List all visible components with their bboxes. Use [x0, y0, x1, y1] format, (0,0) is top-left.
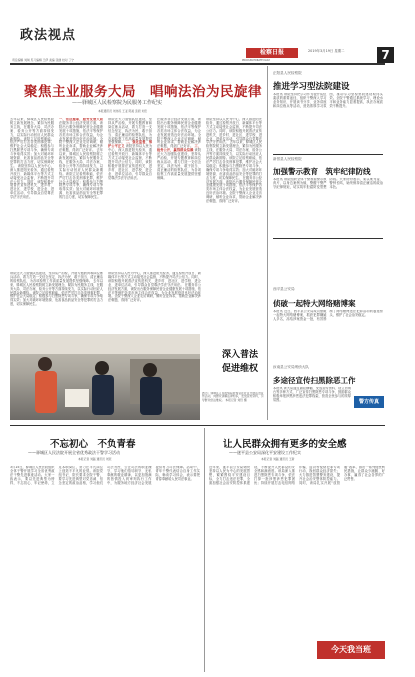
photo-caption — [202, 392, 264, 418]
lead-para-b4: 该院坚持以人民为中心，深入推进阳光检务，通过检察开放日、新媒体平台等方式主动接受社会监督，不断提升司法公信力。同时，该院积极开展普法宣传进机关、进乡村、进社区、进学校、进企业、进单位活动，引导群众自觉尊法学法守法用法。 — [108, 272, 201, 287]
right-a-title: 推进学习型法院建设 — [273, 82, 350, 92]
date-line: 2019年3月19日 星期二 — [308, 49, 345, 53]
lead-para-b3: 该院坚持以人民为中心，深入推进阳光检务，通过检察开放日、新媒体平台等方式主动接受社会监督，不断提升司法公信力。同时，该院积极开展普法宣传进机关、进乡村、进社区、进学校、进企业、进单位活动，引导群众自觉尊法学法守法用法。 — [206, 118, 262, 145]
mid-rule — [10, 425, 385, 426]
right-a-kicker: 正阳县人民检察院 — [273, 71, 302, 75]
bottom-right-article — [204, 428, 385, 672]
lead-subhead-3: 三、检务公开，赢得群众信赖 — [157, 144, 201, 153]
police-fax-label: 警方传真 — [358, 399, 379, 405]
lead-subhead-1: 一、依法履职，服务发展大局 — [59, 118, 103, 121]
lead-col-1 — [10, 118, 54, 268]
page-header — [10, 8, 405, 70]
bottom-left-article — [10, 428, 200, 672]
lead-col-3 — [108, 118, 152, 268]
lead-col-5 — [206, 118, 262, 318]
lead-para-c: 在服务非公经济发展方面，该院出台服务保障民营企业健康发展十项措施，依法平等保护各类市场主体合法权益，为企业发展营造良好法治环境。全院干警深入企业走访调研，倾听企业诉求，帮助企业解决涉法难题，得到广泛好评。 — [59, 120, 103, 153]
slogan-line-1: 深入普法 — [222, 350, 259, 360]
lead-para-c3: 在服务非公经济发展方面，该院出台服务保障民营企业健康发展十项措施，依法平等保护各类市场主体合法权益，为企业发展营造良好法治环境。全院干警深入企业走访调研，倾听企业诉求，帮助企业解决涉法难题，得到广泛好评。 — [206, 175, 262, 204]
right-d-body: 本报讯 该大队通过悬挂横幅、发放宣传资料、设立咨询台等多种方式，广泛宣传扫黑除恶专项斗争，鼓励群众积极举报涉黑涉恶违法犯罪线索，营造全民参与的浓厚氛围。 — [273, 387, 351, 402]
lead-para-b: 该院坚持以人民为中心，深入推进阳光检务，通过检察开放日、新媒体平台等方式主动接受社会监督，不断提升司法公信力。同时，该院积极开展普法宣传进机关、进乡村、进社区、进学校、进企业、进单位活动，引导群众自觉尊法学法守法用法。 — [10, 163, 54, 200]
bottom-left-byline: 本报记者 刘磊 通讯员 刘冠 — [78, 457, 112, 461]
lead-subtitle: ——驿城区人民检察院为民服务工作纪实 — [72, 100, 163, 106]
right-column — [267, 66, 385, 420]
bottom-right-title: 让人民群众拥有更多的安全感 — [223, 439, 347, 450]
slogan-line-2: 促进维权 — [222, 364, 259, 374]
right-a-body: 本报讯 该院坚持把学习作为提升队伍素质的重要途径，组织干警深入学习业务知识，开展读书分享、业务讲座和岗位练兵等活动，营造浓厚学习氛围，推动学习型检察院建设取得实效。全院干警通过系统学习，理论水平和业务能力显著提高，执法办案质效不断提升。 — [273, 93, 383, 108]
lead-para-a4: 去年以来，驿城区人民检察院树立新发展理念，紧扣为民服务主线，在服务大局、司法办案、检务公开等方面持续发力，以实际行动回应人民群众新期待。该院立足检察职能，依法严厉打击各类刑事犯罪，维护社会大局稳定；积极参与扫黑除恶专项斗争，确保专项斗争取得实效；加大对破坏环境资源、危害食品药品安全等犯罪的打击力度，切实保障民生。 — [10, 278, 103, 307]
lead-para-a: 去年以来，驿城区人民检察院树立新发展理念，紧扣为民服务主线，在服务大局、司法办案、检务公开等方面持续发力，以实际行动回应人民群众新期待。该院立足检察职能，依法严厉打击各类刑事犯罪，维护社会大局稳定；积极参与扫黑除恶专项斗争，确保专项斗争取得实效；加大对破坏环境资源、危害食品药品安全等犯罪的打击力度，切实保障民生。 — [10, 118, 54, 168]
paper-logo-text: 检察日报 — [259, 49, 284, 56]
bottom-left-subtitle: ——驿城区人民法院开展全省优秀政法干警学习活动 — [28, 450, 120, 455]
lead-col-4 — [157, 118, 201, 268]
photo-caption-text: 图为：驿城区人民检察院检察官在社区开展法治宣传活动，向群众讲解法律知识，发放宣传资料，引导群众依法维权。 — [202, 392, 264, 402]
lead-byline: 本报通讯员 刘伟民 王亚 陈美 张毅 刘忠 — [98, 109, 148, 113]
lead-para-d2: 该院还大力加强队伍建设，坚持从严治检，开展专题教育和岗位练兵活动，着力打造一支信念坚定、执法为民、敢于担当、清正廉洁的检察队伍，为各项检察工作高质量发展提供坚强保障。 — [157, 148, 201, 180]
bottom-left-title: 不忘初心 不负青春 — [50, 439, 136, 450]
on-duty-label: 今天我当班 — [331, 645, 371, 654]
bottom-left-body: 3月15日，驿城区人民法院组织全体干警开展学习全省优秀政法干警先进事迹活动。大家一致表示，要以先进典型为榜样，不忘初心、牢记使命，立足本职岗位，努力在平凡岗位上创造不平凡的业绩。该院党组书记、院长要求全院干警，要学习先进典型对党忠诚、信念坚定的政治品格，学习他们司法为民、公正司法的职业操守，学习他们恪尽职守、无私奉献的敬业精神，以更加饱满的热情投入到审判执行工作中，为服务地方经济社会发展提供有力司法保障。活动中，青年干警代表结合自身工作实际，畅谈学习体会，表示要把青春奉献给人民司法事业。 — [10, 466, 200, 485]
lead-para-d3: 该院还大力加强队伍建设，坚持从严治检，开展专题教育和岗位练兵活动，着力打造一支信念坚定、执法为民、敢于担当、清正廉洁的检察队伍，为各项检察工作高质量发展提供坚强保障。 — [10, 272, 103, 283]
lead-para-c4: 在服务非公经济发展方面，该院出台服务保障民营企业健康发展十项措施，依法平等保护各类市场主体合法权益，为企业发展营造良好法治环境。全院干警深入企业走访调研，倾听企业诉求，帮助企业解决涉法难题，得到广泛好评。 — [108, 282, 201, 303]
paper-logo — [246, 48, 298, 58]
photo-people-illustration — [10, 334, 200, 420]
right-b-body: 本报讯 该院组织全体干警观看警示教育片，以身边案例为镜，警醒干警严守纪律规矩，切实筑牢拒腐防变思想防线。大家纷纷表示，要以案为鉴、警钟长鸣，始终保持清正廉洁的政治本色。 — [273, 178, 383, 189]
right-c-body: 本报讯 近日，西平县公安局成功侦破一起特大网络赌博案，抓获犯罪嫌疑人多名，冻结涉案资金一批，有效遏制了网络赌博违法犯罪活动的蔓延势头，维护了社会治安稳定。 — [273, 310, 383, 321]
police-fax-badge — [354, 396, 384, 408]
right-divider-2 — [273, 238, 383, 239]
right-b-kicker: 新蔡县人民检察院 — [273, 157, 302, 161]
right-b-title: 加强警示教育 筑牢纪律防线 — [273, 167, 371, 176]
right-d-title: 多途径宣传扫黑除恶工作 — [273, 376, 356, 385]
lead-para-c2: 在服务非公经济发展方面，该院出台服务保障民营企业健康发展十项措施，依法平等保护各类市场主体合法权益，为企业发展营造良好法治环境。全院干警深入企业走访调研，倾听企业诉求，帮助企业解决涉法难题，得到广泛好评。 — [157, 118, 201, 149]
lead-para-a3: 去年以来，驿城区人民检察院树立新发展理念，紧扣为民服务主线，在服务大局、司法办案、检务公开等方面持续发力，以实际行动回应人民群众新期待。该院立足检察职能，依法严厉打击各类刑事犯罪，维护社会大局稳定；积极参与扫黑除恶专项斗争，确保专项斗争取得实效；加大对破坏环境资源、危害食品药品安全等犯罪的打击力度，切实保障民生。 — [206, 140, 262, 180]
lead-para-b2: 该院坚持以人民为中心，深入推进阳光检务，通过检察开放日、新媒体平台等方式主动接受社会监督，不断提升司法公信力。同时，该院积极开展普法宣传进机关、进乡村、进社区、进学校、进企业、进单位活动，引导群众自觉尊法学法守法用法。 — [108, 144, 152, 180]
lead-title: 聚焦主业服务大局 唱响法治为民旋律 — [24, 84, 262, 100]
right-divider-1 — [273, 154, 383, 155]
lead-col-3b — [108, 272, 201, 332]
lead-photo — [10, 334, 200, 420]
photo-slogan — [222, 348, 258, 376]
photo-credit: 本报记者 刘哲 摄 — [225, 397, 247, 402]
bottom-right-subtitle: ——遂平县公安局深化平安建设工作纪实 — [229, 450, 301, 455]
section-title: 政法视点 — [20, 28, 77, 43]
meta-line: 责任编辑 刘琪 见习编辑 王伊 美编 张健 校对 丁宁 — [12, 58, 75, 62]
header-rule — [10, 63, 385, 65]
lead-para-d: 该院还大力加强队伍建设，坚持从严治检，开展专题教育和岗位练兵活动，着力打造一支信念坚定、执法为民、敢于担当、清正廉洁的检察队伍，为各项检察工作高质量发展提供坚强保障。 — [108, 118, 152, 145]
right-c-kicker: 西平县公安局 — [273, 287, 295, 291]
right-c-title: 侦破一起特大网络赌博案 — [273, 299, 356, 308]
right-d-kicker: 汝南县公安局刑侦大队 — [273, 365, 309, 369]
lead-col-1b — [10, 272, 103, 332]
bottom-right-byline: 本报记者 刘磊 通讯员 王新 — [261, 457, 295, 461]
lead-article — [10, 66, 264, 420]
bottom-right-body: 近年来，遂平县公安局始终坚持以人民为中心的发展思想，紧紧围绕平安建设目标，全力打击违法犯罪，全面加强社会治安防控体系建设，不断提升人民群众的安全感和满意度。该局深入推进扫黑除恶专项斗争，依法打掉一批涉黑涉恶犯罪团伙；持续开展打击电信网络诈骗、盗窃等侵财犯罪专项行动，挽回群众经济损失；大力推进智慧警务建设，提升社会治安整体防控能力。同时，该局扎实开展“放管服”改革，推出一系列便民利民措施，让群众少跑腿、好办事，赢得了社会各界的广泛赞誉。 — [209, 466, 385, 485]
english-line: PROCURATORATE DAILY — [242, 59, 271, 62]
lead-para-a2: 去年以来，驿城区人民检察院树立新发展理念，紧扣为民服务主线，在服务大局、司法办案、检务公开等方面持续发力，以实际行动回应人民群众新期待。该院立足检察职能，依法严厉打击各类刑事犯罪，维护社会大局稳定；积极参与扫黑除恶专项斗争，确保专项斗争取得实效；加大对破坏环境资源、危害食品药品安全等犯罪的打击力度，切实保障民生。 — [59, 148, 103, 200]
on-duty-banner — [317, 641, 385, 659]
lead-subhead-2: 二、强化监督，维护公平正义 — [108, 140, 152, 149]
lead-col-2 — [59, 118, 103, 268]
page-number-badge — [377, 47, 394, 63]
page-number: 7 — [381, 48, 390, 62]
